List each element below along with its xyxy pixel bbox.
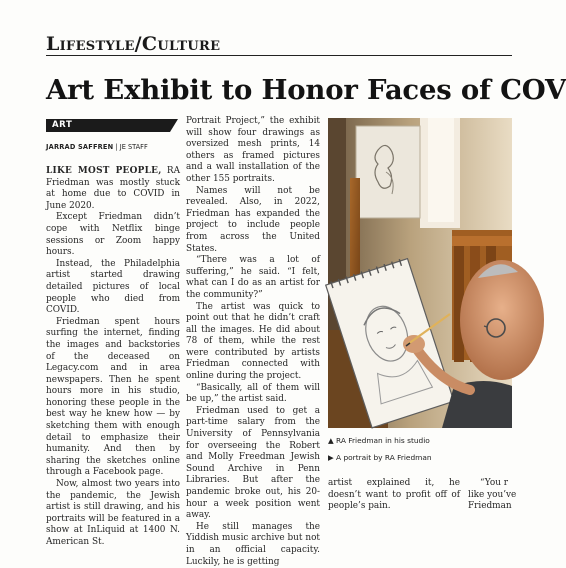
- paragraph: “There was a lot of suffering,” he said. “I felt, what can I do as an artist for the community?”: [186, 255, 320, 300]
- section-tag-notch: [170, 119, 178, 132]
- article-column-2: [186, 116, 320, 567]
- column-4-line: like you’ve: [468, 489, 517, 500]
- paragraph: He still manages the Yiddish music archive but not in an official capacity. Luckily, he is getting: [186, 521, 320, 567]
- paragraph: The artist was quick to point out that he didn’t craft all the images. He did about 78 of them, while the rest were contributed by artists Friedman connected with online during the project.: [186, 301, 320, 382]
- byline: [46, 143, 148, 151]
- column-4-line: “You r: [480, 478, 508, 488]
- paragraph: Now, almost two years into the pandemic, the Jewish artist is still drawing, and his portraits will be featured in a show at InLiquid at 1400 N. American St.: [46, 479, 180, 547]
- article-column-1: [46, 166, 180, 547]
- section-rule: [46, 55, 512, 56]
- article-column-3: artist explained it, he doesn’t want to profit off of people’s pain.: [328, 478, 460, 512]
- paragraph-text: RA Friedman was mostly stuck at home due to COVID in June 2020.: [46, 166, 180, 211]
- headline: Art Exhibit to Honor Faces of COV: [46, 74, 566, 106]
- studio-photo: [328, 118, 512, 428]
- column-4-line: Friedman: [468, 501, 512, 512]
- section-tag: ART: [46, 119, 170, 132]
- paragraph: Friedman used to get a part-time salary from the University of Pennsylvania for overseeing the Robert and Molly Freedman Jewish Sound Archive in Penn Libraries. But after the pandemic broke out, his 20-hour a week position went away.: [186, 405, 320, 521]
- caption-studio: ▲ RA Friedman in his studio: [328, 436, 430, 445]
- lead-in: LIKE MOST PEOPLE,: [46, 166, 162, 176]
- paragraph: Except Friedman didn’t cope with Netflix binge sessions or Zoom happy hours.: [46, 212, 180, 258]
- paragraph: Portrait Project,” the exhibit will show four drawings as oversized mesh prints, 14 others as framed pictures and a wall installation of the other 155 portraits.: [186, 116, 320, 184]
- caption-portrait: ▶ A portrait by RA Friedman: [328, 453, 432, 462]
- byline-outlet: | JE STAFF: [113, 143, 148, 151]
- paragraph: [46, 166, 180, 212]
- paragraph: “Basically, all of them will be up,” the artist said.: [186, 382, 320, 405]
- paragraph: Instead, the Philadelphia artist started drawing detailed pictures of local people who died from COVID.: [46, 258, 180, 316]
- byline-name: JARRAD SAFFREN: [46, 143, 114, 151]
- paragraph: Names will not be revealed. Also, in 2022, Friedman has expanded the project to include people from across the United States.: [186, 185, 320, 254]
- studio-photo-illustration: [328, 118, 512, 428]
- section-label: Lifestyle/Culture: [46, 33, 221, 55]
- paragraph: Friedman spent hours surfing the internet, finding the images and backstories of the deceased on Legacy.com and in area newspapers. Then he spent hours more in his studio, honoring these people in the best way he knew how — by sketching them with enough detail to emphasize their humanity. And then by sharing the sketches online through a Facebook page.: [46, 316, 180, 478]
- article-column-4: [468, 478, 517, 512]
